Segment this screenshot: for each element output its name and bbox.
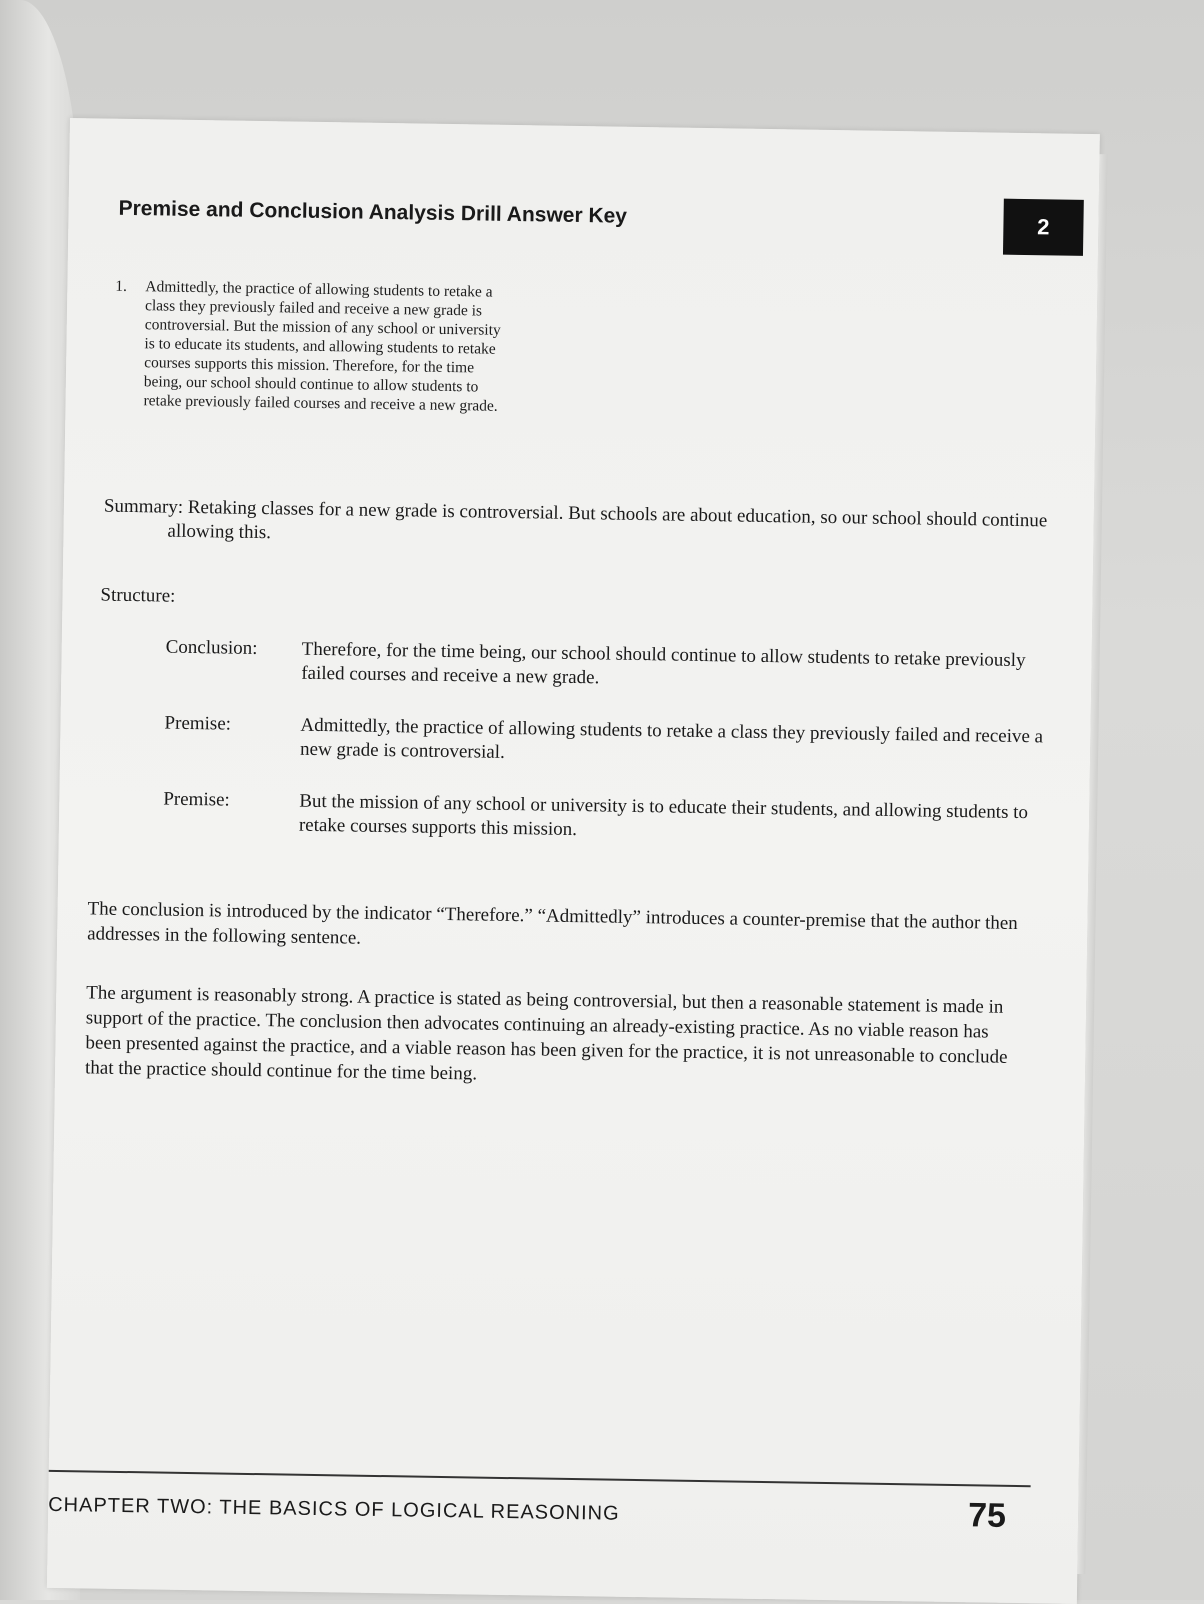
structure-label: Structure:: [100, 584, 176, 607]
structure-row-label: Conclusion:: [165, 636, 258, 660]
structure-row-label: Premise:: [164, 712, 232, 735]
page-title: Premise and Conclusion Analysis Drill Answer Key: [118, 196, 628, 228]
structure-row-text: But the mission of any school or university is to educate their students, and allowing students to retake courses supports this mission.: [298, 790, 1029, 841]
question-block: [113, 277, 515, 416]
structure-row-text: Therefore, for the time being, our school should continue to allow students to retake previously failed courses and receive a new grade.: [301, 638, 1026, 689]
structure-row-premise-2: [163, 788, 1044, 850]
footer-chapter-title: CHAPTER TWO: THE BASICS OF LOGICAL REASONING: [48, 1493, 620, 1525]
page-number: 75: [967, 1496, 1007, 1535]
footer-divider: [49, 1470, 1031, 1487]
structure-row-premise-1: [164, 712, 1045, 774]
question-text: Admittedly, the practice of allowing students to retake a class they previously failed and receive a new grade is controversial. But the mission of any school or university is to educate its students, and allowing students to retake courses supports this mission. Therefore, for the time being, our school should continue to allow students to retake previously failed courses and receive a new grade.: [143, 278, 501, 415]
book-page: [47, 118, 1100, 1604]
chapter-tab: 2: [1003, 199, 1084, 256]
analysis-paragraph-1: The conclusion is introduced by the indicator “Therefore.” “Admittedly” introduces a counter-premise that the author then addresses in the following sentence.: [87, 898, 1018, 949]
structure-row-label: Premise:: [163, 788, 230, 811]
structure-row-conclusion: [165, 636, 1046, 698]
summary-text: Summary: Retaking classes for a new grade is controversial. But schools are about education, so our school should continue allowing this.: [103, 495, 1048, 544]
question-number: 1.: [115, 277, 128, 295]
structure-row-text: Admittedly, the practice of allowing students to retake a class they previously failed and receive a new grade is controversial.: [299, 714, 1044, 763]
analysis-paragraph-2: The argument is reasonably strong. A practice is stated as being controversial, but then a reasonable statement is made in support of the practice. The conclusion then advocates continuing an already-existing practice. As no viable reason has been presented against the practice, and a viable reason has been given for the practice, it is not unreasonable to conclude that the practice should continue for the time being.: [84, 982, 1008, 1085]
